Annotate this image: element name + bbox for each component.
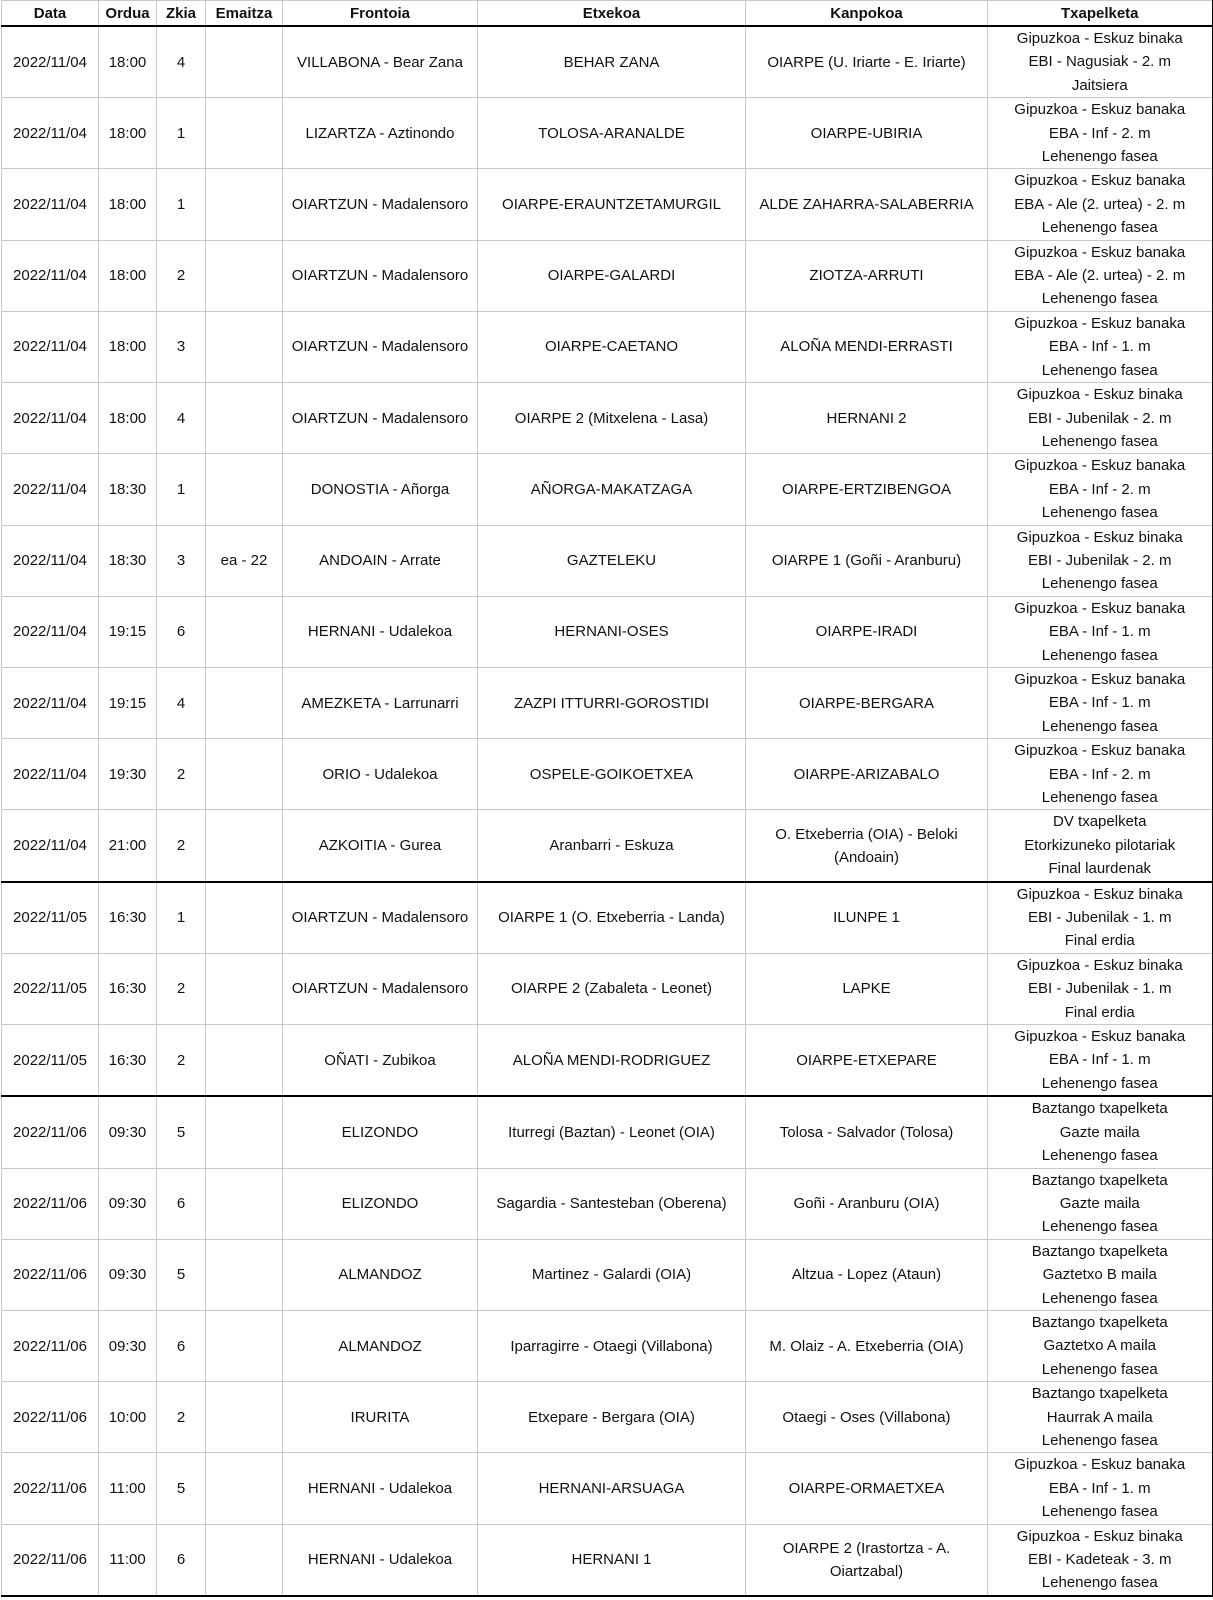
txapelketa-line: EBA - Ale (2. urtea) - 2. m (1014, 195, 1186, 213)
cell-zkia: 5 (157, 1096, 206, 1168)
txapelketa-line: Lehenengo fasea (1041, 1431, 1158, 1449)
cell-data: 2022/11/06 (2, 1096, 99, 1168)
cell-ordua: 11:00 (99, 1524, 157, 1596)
txapelketa-line: EBI - Kadeteak - 3. m (1028, 1551, 1172, 1568)
cell-ordua: 19:15 (99, 596, 157, 667)
table-row (2, 383, 1213, 454)
txapelketa-line: Lehenengo fasea (1041, 1574, 1158, 1592)
cell-txapelketa (988, 311, 1213, 382)
cell-emaitza (206, 1168, 283, 1239)
cell-zkia: 5 (157, 1239, 206, 1310)
cell-zkia: 6 (157, 1310, 206, 1381)
table-row (2, 882, 1213, 954)
table-row (2, 667, 1213, 738)
cell-txapelketa (988, 667, 1213, 738)
cell-zkia: 2 (157, 739, 206, 810)
cell-kanpokoa: ALOÑA MENDI-ERRASTI (746, 311, 988, 382)
cell-data: 2022/11/05 (2, 882, 99, 954)
cell-kanpokoa: OIARPE-IRADI (746, 596, 988, 667)
cell-zkia: 4 (157, 383, 206, 454)
cell-emaitza (206, 1239, 283, 1310)
cell-kanpokoa: Otaegi - Oses (Villabona) (746, 1382, 988, 1453)
txapelketa-line: Lehenengo fasea (1041, 1074, 1158, 1092)
cell-txapelketa (988, 1239, 1213, 1310)
txapelketa-line: EBI - Jubenilak - 2. m (1028, 551, 1172, 569)
cell-emaitza (206, 98, 283, 169)
txapelketa-line: Final erdia (1064, 932, 1135, 950)
txapelketa-line: EBI - Nagusiak - 2. m (1028, 53, 1172, 71)
cell-ordua: 11:00 (99, 1453, 157, 1524)
cell-zkia: 1 (157, 98, 206, 169)
cell-ordua: 18:30 (99, 454, 157, 525)
cell-data: 2022/11/06 (2, 1453, 99, 1524)
cell-etxekoa: Martinez - Galardi (OIA) (478, 1239, 746, 1310)
txapelketa-line: Lehenengo fasea (1041, 1147, 1158, 1165)
cell-zkia: 6 (157, 1168, 206, 1239)
cell-data: 2022/11/06 (2, 1310, 99, 1381)
cell-frontoia: IRURITA (283, 1382, 478, 1453)
cell-txapelketa (988, 1453, 1213, 1524)
txapelketa-line: Gipuzkoa - Eskuz banaka (1014, 314, 1186, 332)
header-txapelketa: Txapelketa (988, 1, 1213, 27)
cell-ordua: 18:00 (99, 311, 157, 382)
cell-ordua: 19:30 (99, 739, 157, 810)
header-data: Data (2, 1, 99, 27)
cell-etxekoa: Etxepare - Bergara (OIA) (478, 1382, 746, 1453)
txapelketa-line: Gipuzkoa - Eskuz binaka (1016, 1527, 1183, 1545)
cell-etxekoa: OIARPE 1 (O. Etxeberria - Landa) (478, 882, 746, 954)
cell-kanpokoa: OIARPE-BERGARA (746, 667, 988, 738)
cell-kanpokoa: OIARPE-ERTZIBENGOA (746, 454, 988, 525)
txapelketa-line: Gazte maila (1059, 1123, 1140, 1141)
table-row (2, 454, 1213, 525)
cell-txapelketa (988, 1524, 1213, 1596)
cell-frontoia: HERNANI - Udalekoa (283, 1453, 478, 1524)
cell-kanpokoa: OIARPE (U. Iriarte - E. Iriarte) (746, 26, 988, 98)
table-row (2, 1524, 1213, 1596)
cell-etxekoa: ALOÑA MENDI-RODRIGUEZ (478, 1025, 746, 1097)
cell-txapelketa (988, 739, 1213, 810)
header-ordua: Ordua (99, 1, 157, 27)
cell-zkia: 3 (157, 525, 206, 596)
cell-data: 2022/11/05 (2, 953, 99, 1024)
table-row (2, 1168, 1213, 1239)
cell-kanpokoa: ZIOTZA-ARRUTI (746, 240, 988, 311)
cell-kanpokoa: O. Etxeberria (OIA) - Beloki (Andoain) (746, 810, 988, 882)
cell-emaitza (206, 311, 283, 382)
cell-ordua: 18:00 (99, 240, 157, 311)
cell-emaitza (206, 26, 283, 98)
cell-zkia: 2 (157, 1025, 206, 1097)
cell-frontoia: ORIO - Udalekoa (283, 739, 478, 810)
cell-frontoia: ANDOAIN - Arrate (283, 525, 478, 596)
cell-zkia: 2 (157, 240, 206, 311)
cell-txapelketa (988, 1310, 1213, 1381)
cell-data: 2022/11/06 (2, 1239, 99, 1310)
cell-txapelketa (988, 596, 1213, 667)
cell-etxekoa: HERNANI 1 (478, 1524, 746, 1596)
cell-ordua: 18:30 (99, 525, 157, 596)
cell-etxekoa: GAZTELEKU (478, 525, 746, 596)
cell-data: 2022/11/04 (2, 169, 99, 240)
cell-kanpokoa: OIARPE 1 (Goñi - Aranburu) (746, 525, 988, 596)
cell-emaitza (206, 810, 283, 882)
cell-zkia: 1 (157, 454, 206, 525)
txapelketa-line: Gipuzkoa - Eskuz binaka (1016, 885, 1183, 903)
cell-etxekoa: OIARPE-CAETANO (478, 311, 746, 382)
txapelketa-line: Lehenengo fasea (1041, 789, 1158, 806)
txapelketa-line: Gipuzkoa - Eskuz banaka (1014, 172, 1186, 190)
txapelketa-line: Gipuzkoa - Eskuz banaka (1014, 457, 1186, 475)
table-row (2, 810, 1213, 882)
cell-etxekoa: OSPELE-GOIKOETXEA (478, 739, 746, 810)
cell-ordua: 19:15 (99, 667, 157, 738)
cell-frontoia: OÑATI - Zubikoa (283, 1025, 478, 1097)
cell-txapelketa (988, 1168, 1213, 1239)
cell-frontoia: ELIZONDO (283, 1096, 478, 1168)
txapelketa-line: EBI - Jubenilak - 2. m (1028, 409, 1172, 427)
cell-zkia: 4 (157, 26, 206, 98)
txapelketa-line: EBA - Inf - 1. m (1048, 694, 1151, 712)
cell-data: 2022/11/04 (2, 240, 99, 311)
txapelketa-line: Final laurdenak (1048, 860, 1152, 878)
cell-etxekoa: OIARPE-ERAUNTZETAMURGIL (478, 169, 746, 240)
table-row (2, 1239, 1213, 1310)
cell-zkia: 6 (157, 596, 206, 667)
txapelketa-line: Gipuzkoa - Eskuz banaka (1014, 1028, 1186, 1046)
cell-data: 2022/11/04 (2, 739, 99, 810)
cell-kanpokoa: M. Olaiz - A. Etxeberria (OIA) (746, 1310, 988, 1381)
cell-data: 2022/11/04 (2, 810, 99, 882)
cell-kanpokoa: OIARPE-ARIZABALO (746, 739, 988, 810)
cell-ordua: 18:00 (99, 26, 157, 98)
txapelketa-line: Gaztetxo B maila (1042, 1266, 1157, 1284)
txapelketa-line: Gaztetxo A maila (1043, 1337, 1157, 1355)
cell-frontoia: OIARTZUN - Madalensoro (283, 311, 478, 382)
cell-emaitza (206, 953, 283, 1024)
table-row (2, 596, 1213, 667)
table-row (2, 240, 1213, 311)
cell-etxekoa: Sagardia - Santesteban (Oberena) (478, 1168, 746, 1239)
table-row (2, 525, 1213, 596)
txapelketa-line: Lehenengo fasea (1041, 1360, 1158, 1378)
txapelketa-line: EBA - Inf - 1. m (1048, 1051, 1151, 1069)
cell-kanpokoa: OIARPE-UBIRIA (746, 98, 988, 169)
cell-kanpokoa: OIARPE 2 (Irastortza - A. Oiartzabal) (746, 1524, 988, 1596)
cell-zkia: 2 (157, 810, 206, 882)
cell-zkia: 4 (157, 667, 206, 738)
cell-ordua: 21:00 (99, 810, 157, 882)
cell-ordua: 18:00 (99, 383, 157, 454)
cell-zkia: 2 (157, 953, 206, 1024)
txapelketa-line: Lehenengo fasea (1041, 575, 1158, 593)
cell-ordua: 16:30 (99, 953, 157, 1024)
cell-txapelketa (988, 953, 1213, 1024)
cell-etxekoa: OIARPE 2 (Mitxelena - Lasa) (478, 383, 746, 454)
txapelketa-line: Baztango txapelketa (1031, 1385, 1168, 1403)
cell-data: 2022/11/04 (2, 596, 99, 667)
cell-data: 2022/11/04 (2, 667, 99, 738)
cell-emaitza (206, 667, 283, 738)
txapelketa-line: Lehenengo fasea (1041, 148, 1158, 166)
cell-txapelketa (988, 98, 1213, 169)
cell-ordua: 16:30 (99, 882, 157, 954)
txapelketa-line: Gipuzkoa - Eskuz banaka (1014, 243, 1186, 261)
table-row (2, 953, 1213, 1024)
cell-etxekoa: HERNANI-OSES (478, 596, 746, 667)
cell-etxekoa: Iturregi (Baztan) - Leonet (OIA) (478, 1096, 746, 1168)
txapelketa-line: Gipuzkoa - Eskuz binaka (1016, 386, 1183, 404)
txapelketa-line: Lehenengo fasea (1041, 1503, 1158, 1521)
txapelketa-line: Lehenengo fasea (1041, 646, 1158, 664)
cell-kanpokoa: Goñi - Aranburu (OIA) (746, 1168, 988, 1239)
cell-frontoia: ELIZONDO (283, 1168, 478, 1239)
schedule-table (1, 0, 1213, 1597)
cell-frontoia: OIARTZUN - Madalensoro (283, 169, 478, 240)
txapelketa-line: Final erdia (1064, 1003, 1135, 1021)
cell-txapelketa (988, 810, 1213, 882)
cell-emaitza (206, 240, 283, 311)
cell-etxekoa: TOLOSA-ARANALDE (478, 98, 746, 169)
txapelketa-line: EBI - Jubenilak - 1. m (1028, 980, 1172, 998)
cell-etxekoa: Iparragirre - Otaegi (Villabona) (478, 1310, 746, 1381)
cell-kanpokoa: OIARPE-ORMAETXEA (746, 1453, 988, 1524)
cell-emaitza (206, 1025, 283, 1097)
cell-kanpokoa: ALDE ZAHARRA-SALABERRIA (746, 169, 988, 240)
cell-txapelketa (988, 1096, 1213, 1168)
cell-ordua: 18:00 (99, 169, 157, 240)
cell-emaitza (206, 1096, 283, 1168)
cell-emaitza (206, 383, 283, 454)
table-row (2, 1310, 1213, 1381)
cell-etxekoa: BEHAR ZANA (478, 26, 746, 98)
txapelketa-line: Lehenengo fasea (1041, 432, 1158, 450)
cell-emaitza: ea - 22 (206, 525, 283, 596)
cell-frontoia: ALMANDOZ (283, 1310, 478, 1381)
txapelketa-line: DV txapelketa (1053, 813, 1147, 831)
txapelketa-line: EBA - Inf - 1. m (1048, 623, 1151, 641)
txapelketa-line: EBI - Jubenilak - 1. m (1028, 909, 1172, 927)
cell-frontoia: OIARTZUN - Madalensoro (283, 953, 478, 1024)
txapelketa-line: Lehenengo fasea (1041, 717, 1158, 735)
txapelketa-line: EBA - Ale (2. urtea) - 2. m (1014, 267, 1186, 285)
cell-emaitza (206, 169, 283, 240)
cell-txapelketa (988, 383, 1213, 454)
header-frontoia: Frontoia (283, 1, 478, 27)
cell-kanpokoa: Tolosa - Salvador (Tolosa) (746, 1096, 988, 1168)
cell-frontoia: HERNANI - Udalekoa (283, 1524, 478, 1596)
txapelketa-line: Gipuzkoa - Eskuz banaka (1014, 599, 1186, 617)
txapelketa-line: Gipuzkoa - Eskuz banaka (1014, 1456, 1186, 1474)
cell-ordua: 09:30 (99, 1239, 157, 1310)
cell-frontoia: HERNANI - Udalekoa (283, 596, 478, 667)
cell-emaitza (206, 739, 283, 810)
cell-txapelketa (988, 1025, 1213, 1097)
cell-data: 2022/11/04 (2, 98, 99, 169)
txapelketa-line: EBA - Inf - 2. m (1048, 124, 1151, 142)
txapelketa-line: EBA - Inf - 1. m (1048, 338, 1151, 356)
txapelketa-line: Baztango txapelketa (1031, 1242, 1168, 1260)
header-kanpokoa: Kanpokoa (746, 1, 988, 27)
txapelketa-line: Gipuzkoa - Eskuz binaka (1016, 30, 1183, 47)
txapelketa-line: Lehenengo fasea (1041, 361, 1158, 379)
cell-etxekoa: ZAZPI ITTURRI-GOROSTIDI (478, 667, 746, 738)
txapelketa-line: Baztango txapelketa (1031, 1171, 1168, 1189)
cell-txapelketa (988, 169, 1213, 240)
cell-txapelketa (988, 882, 1213, 954)
cell-kanpokoa: Altzua - Lopez (Ataun) (746, 1239, 988, 1310)
cell-etxekoa: Aranbarri - Eskuza (478, 810, 746, 882)
cell-zkia: 3 (157, 311, 206, 382)
cell-frontoia: DONOSTIA - Añorga (283, 454, 478, 525)
header-zkia: Zkia (157, 1, 206, 27)
cell-emaitza (206, 1310, 283, 1381)
txapelketa-line: Baztango txapelketa (1031, 1313, 1168, 1331)
cell-etxekoa: OIARPE 2 (Zabaleta - Leonet) (478, 953, 746, 1024)
cell-frontoia: OIARTZUN - Madalensoro (283, 240, 478, 311)
cell-kanpokoa: OIARPE-ETXEPARE (746, 1025, 988, 1097)
cell-emaitza (206, 454, 283, 525)
txapelketa-line: Lehenengo fasea (1041, 504, 1158, 522)
txapelketa-line: Jaitsiera (1071, 76, 1128, 94)
cell-data: 2022/11/04 (2, 26, 99, 98)
txapelketa-line: Lehenengo fasea (1041, 1218, 1158, 1236)
table-row (2, 1382, 1213, 1453)
cell-data: 2022/11/04 (2, 311, 99, 382)
cell-data: 2022/11/06 (2, 1382, 99, 1453)
txapelketa-line: Haurrak A maila (1046, 1408, 1153, 1426)
txapelketa-line: Gipuzkoa - Eskuz binaka (1016, 528, 1183, 546)
table-row (2, 1453, 1213, 1524)
txapelketa-line: EBA - Inf - 2. m (1048, 765, 1151, 783)
cell-data: 2022/11/06 (2, 1524, 99, 1596)
cell-frontoia: VILLABONA - Bear Zana (283, 26, 478, 98)
cell-txapelketa (988, 1382, 1213, 1453)
cell-emaitza (206, 1382, 283, 1453)
cell-etxekoa: HERNANI-ARSUAGA (478, 1453, 746, 1524)
cell-data: 2022/11/06 (2, 1168, 99, 1239)
txapelketa-line: Gipuzkoa - Eskuz banaka (1014, 670, 1186, 688)
table-row (2, 739, 1213, 810)
table-row (2, 1025, 1213, 1097)
txapelketa-line: Gipuzkoa - Eskuz banaka (1014, 742, 1186, 760)
cell-frontoia: LIZARTZA - Aztinondo (283, 98, 478, 169)
cell-ordua: 16:30 (99, 1025, 157, 1097)
cell-etxekoa: OIARPE-GALARDI (478, 240, 746, 311)
cell-ordua: 09:30 (99, 1310, 157, 1381)
cell-frontoia: OIARTZUN - Madalensoro (283, 383, 478, 454)
table-body (2, 26, 1213, 1596)
cell-emaitza (206, 882, 283, 954)
txapelketa-line: Baztango txapelketa (1031, 1100, 1168, 1118)
table-row (2, 169, 1213, 240)
header-etxekoa: Etxekoa (478, 1, 746, 27)
cell-ordua: 10:00 (99, 1382, 157, 1453)
txapelketa-line: EBA - Inf - 1. m (1048, 1479, 1151, 1497)
txapelketa-line: Lehenengo fasea (1041, 1289, 1158, 1307)
cell-txapelketa (988, 26, 1213, 98)
cell-data: 2022/11/04 (2, 454, 99, 525)
cell-ordua: 09:30 (99, 1168, 157, 1239)
cell-zkia: 1 (157, 882, 206, 954)
header-row (2, 1, 1213, 27)
cell-frontoia: AZKOITIA - Gurea (283, 810, 478, 882)
txapelketa-line: Lehenengo fasea (1041, 290, 1158, 308)
cell-frontoia: OIARTZUN - Madalensoro (283, 882, 478, 954)
txapelketa-line: Gipuzkoa - Eskuz binaka (1016, 956, 1183, 974)
table-row (2, 98, 1213, 169)
cell-zkia: 1 (157, 169, 206, 240)
cell-zkia: 2 (157, 1382, 206, 1453)
txapelketa-line: Lehenengo fasea (1041, 219, 1158, 237)
cell-emaitza (206, 596, 283, 667)
cell-kanpokoa: HERNANI 2 (746, 383, 988, 454)
cell-kanpokoa: LAPKE (746, 953, 988, 1024)
txapelketa-line: Gazte maila (1059, 1194, 1140, 1212)
cell-txapelketa (988, 240, 1213, 311)
cell-data: 2022/11/04 (2, 525, 99, 596)
cell-data: 2022/11/05 (2, 1025, 99, 1097)
table-row (2, 311, 1213, 382)
cell-emaitza (206, 1453, 283, 1524)
cell-data: 2022/11/04 (2, 383, 99, 454)
cell-txapelketa (988, 454, 1213, 525)
cell-ordua: 09:30 (99, 1096, 157, 1168)
cell-zkia: 6 (157, 1524, 206, 1596)
cell-etxekoa: AÑORGA-MAKATZAGA (478, 454, 746, 525)
txapelketa-line: Etorkizuneko pilotariak (1024, 836, 1176, 854)
table-row (2, 1096, 1213, 1168)
cell-emaitza (206, 1524, 283, 1596)
cell-ordua: 18:00 (99, 98, 157, 169)
txapelketa-line: EBA - Inf - 2. m (1048, 480, 1151, 498)
table-row (2, 26, 1213, 98)
txapelketa-line: Gipuzkoa - Eskuz banaka (1014, 101, 1186, 119)
cell-zkia: 5 (157, 1453, 206, 1524)
cell-txapelketa (988, 525, 1213, 596)
cell-frontoia: ALMANDOZ (283, 1239, 478, 1310)
header-emaitza: Emaitza (206, 1, 283, 27)
cell-frontoia: AMEZKETA - Larrunarri (283, 667, 478, 738)
cell-kanpokoa: ILUNPE 1 (746, 882, 988, 954)
